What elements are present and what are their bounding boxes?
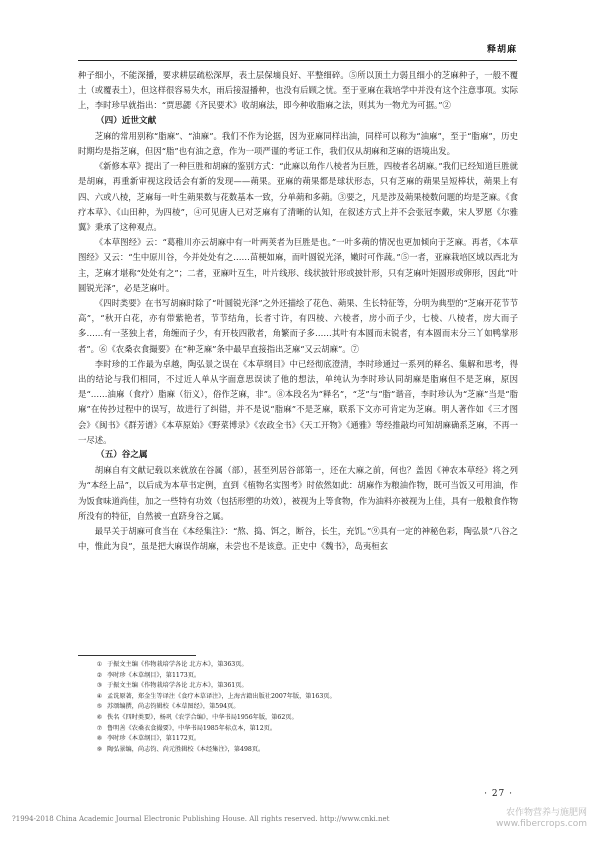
footnote-number: ⑤	[96, 704, 102, 711]
footnote-rule	[78, 655, 196, 656]
footnote-number: ⑨	[96, 746, 102, 753]
footnote-number: ⑥	[96, 714, 102, 721]
paragraph: 《四时类要》在书写胡麻时除了“叶圆锐光泽”之外还描绘了花色、蒴果、生长特征等，分明为典型的“芝麻开花节节高”，“秋开白花，亦有带紫艳者，节节结角，长者寸许，有四棱、六棱者，房小而子少，七棱、八棱者，房大而子多……有一茎独上者，角缠而子少，有开枝四散者，角繁而子多……其叶有本圆而末锐者，有本圆而末分三丫如鸭掌形者”。⑥《农桑衣食撮要》在“种芝麻”条中最早直接指出芝麻“又云胡麻”。⑦	[78, 298, 519, 354]
footnote-text: 苏颂编撰，尚志钧辑校《本草图经》，第594页。	[107, 703, 240, 711]
footnote-item	[78, 724, 518, 735]
footnote-item	[78, 734, 518, 745]
paragraph: 种子细小，不能深播，要求耕层疏松深厚，表土层保墒良好、平整细碎。⑤所以顶土力弱且细小的芝麻种子，一般不覆土（或覆表土），但这样很容易失水，雨后接湿播种，也没有后顾之忧。至于亚麻在栽培学中并没有这个注意事项。实际上，李时珍早就指出：“贾思勰《齐民要术》收胡麻法，即今种收脂麻之法，则其为一物尤为可据。”②	[78, 70, 518, 111]
footnote-item	[78, 660, 518, 671]
footnote-item	[78, 681, 518, 692]
footnote-number: ④	[96, 693, 102, 700]
watermark-url: www.fibercrops.com	[496, 819, 587, 829]
running-title: 释胡麻	[486, 45, 517, 55]
paragraph: 最早关于胡麻可食当在《本经集注》：“熬、捣、饵之，断谷，长生，充饥。”⑨具有一定的神秘色彩，陶弘景“八谷之中，惟此为良”，虽是把大麻误作胡麻，未尝也不是该意。正史中《魏书》，岛夷桓玄	[78, 526, 518, 552]
paragraph: 《本草图经》云：“葛稚川亦云胡麻中有一叶两荚者为巨胜是也。”一叶多蒴的情况也更加倾向于芝麻。再者，《本草图经》又云：“生中原川谷，今并处处有之……苗梗如麻，而叶圆锐光泽，嫩时可作蔬。”⑤一者，亚麻栽培区域以西北为主，芝麻才堪称“处处有之”；二者，亚麻叶互生，叶片线形、线状披针形或披针形，只有芝麻叶矩圆形或卵形，因此“叶圆锐光泽”，必是芝麻叶。	[78, 237, 518, 293]
site-watermark	[496, 808, 587, 830]
paragraph: 胡麻自有文献记载以来就放在谷属（部），甚至列居谷部第一，还在大麻之前，何也？盖因《神农本草经》将之列为“本经上品”，以后成为本草书定例，直到《植物名实图考》时依然如此：胡麻作为粮油作物，既可当饭又可用油，作为饭食味道尚佳，加之一些特有功效（包括形塑的功效），被视为上等食物，作为油料亦被视为上佳，具有一般粮食作物所没有的特征，自然被一直跻身谷之属。	[78, 465, 518, 521]
paragraph: 《新修本草》提出了一种巨胜和胡麻的鉴别方式：“此麻以角作八棱者为巨胜，四棱者名胡麻。”我们已经知道巨胜就是胡麻，再重新审视这段话会有新的发现——蒴果。亚麻的蒴果都是球状形态，只有芝麻的蒴果呈短棒状，蒴果上有四、六或八棱，芝麻每一叶生蒴果数与花数基本一致，分单蒴和多蒴。③要之，凡是涉及蒴果棱数问题的均是芝麻。《食疗本草》、《山田种，为四棱”，④可见唐人已对芝麻有了清晰的认知，在叙述方式上并不会张冠李戴，宋人罗愿《尔雅翼》秉承了这种观点。	[78, 161, 518, 233]
footnote-number: ②	[96, 672, 102, 679]
footnote-number: ①	[96, 662, 102, 668]
footnotes	[78, 660, 518, 755]
footnote-number: ③	[96, 683, 102, 690]
footnote-item	[78, 702, 518, 713]
footnote-text: 李时珍《本草纲目》，第1172页。	[107, 735, 201, 743]
paragraph: 李时珍的工作最为卓越，陶弘景之误在《本草纲目》中已经彻底澄清，李时珍通过一系列的释名、集解和思考，得出的结论与我们相同，不过近人单从字面意思误读了他的想法，单纯认为李时珍认同胡麻是脂麻但不是芝麻，原因是“……油麻（食疗）脂麻（衍义），俗作芝麻，非”。⑧本段名为“释名”，“芝”与“脂”谐音，李时珍认为“芝麻”当是“脂麻”在传抄过程中的误写，故进行了纠错，并不是说“脂麻”不是芝麻，联系下文亦可肯定为芝麻。明人著作如《三才图会》《闽书》《群芳谱》《本草原始》《野菜博录》《农政全书》《天工开物》《通雅》等经推敲均可知胡麻确系芝麻，不再一一尽述。	[78, 358, 518, 445]
footnote-text: 于振文主编《作物栽培学各论 北方本》，第361页。	[107, 682, 248, 690]
footnote-text: 鲁明善《农桑衣食撮要》，中华书局1985年标点本，第12页。	[107, 724, 277, 732]
footnote-item	[78, 671, 518, 682]
footnote-number: ⑦	[96, 725, 102, 732]
copyright-line: ?1994-2018 China Academic Journal Electronic Publishing House. All rights reserved. http://www.cnki.net	[12, 815, 390, 823]
section-heading: （四）近世文献	[96, 115, 157, 126]
footnote-text: 李时珍《本草纲目》，第1173页。	[107, 671, 201, 679]
footnote-text: 孟诜原著，郑金生等译注《食疗本草译注》，上海古籍出版社2007年版，第163页。	[107, 692, 336, 700]
footnote-number: ⑧	[96, 736, 102, 743]
paragraph: 芝麻的常用别称“脂麻”、“油麻”。我们不作为论据，因为亚麻同样出油，同样可以称为“油麻”，至于“脂麻”，历史时期均是指芝麻，但因“脂”也有油之意，作为一项严谨的考证工作，我们仅从胡麻和芝麻的语境出发。	[78, 130, 518, 157]
page-number: · 27 ·	[484, 789, 513, 799]
footnote-item	[78, 713, 518, 724]
footnote-text: 陶弘景编，尚志钧、尚元胜辑校《本经集注》，第498页。	[107, 745, 265, 753]
header-rule	[78, 60, 517, 61]
footnote-item	[78, 745, 518, 756]
watermark-title: 农作物营养与施肥网	[505, 808, 587, 818]
footnote-item	[78, 692, 518, 703]
main-text	[78, 68, 518, 555]
footnote-text: 于振文主编《作物栽培学各论 北方本》，第363页。	[107, 661, 248, 668]
section-heading: （五）谷之属	[96, 450, 148, 461]
footnote-text: 佚名《四时类要》，杨巩《农学合编》，中华书局1956年版，第62页。	[107, 713, 298, 721]
